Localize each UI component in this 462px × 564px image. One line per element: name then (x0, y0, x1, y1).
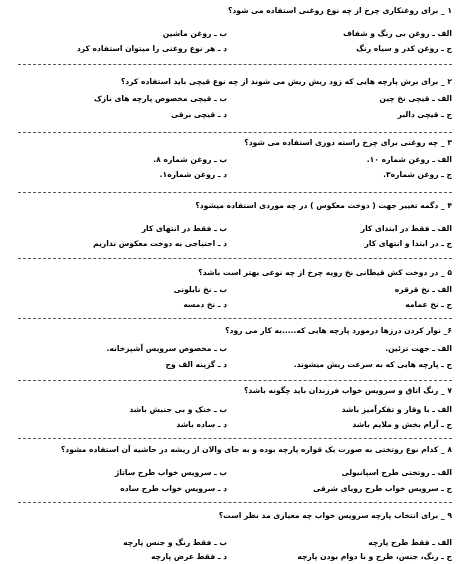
question-2 (18, 64, 452, 133)
question-1 (18, 0, 452, 65)
option-alef: الف ـ قیچی نخ چین (379, 94, 452, 103)
option-dal: د ـ ساده باشد (176, 420, 227, 429)
question-3 (18, 132, 452, 193)
option-dal: د ـ فقط عرض پارچه (151, 552, 227, 561)
question-stem: ۵ _ در دوخت کش قیطانی نخ رویه چرخ از چه نوعی بهتر است باشد؟ (198, 268, 452, 277)
question-7 (18, 380, 452, 439)
question-5 (18, 258, 452, 319)
option-be: ب ـ مخصوص سرویس آشپزخانه. (106, 344, 227, 353)
option-jim: ج ـ در ابتدا و انتهای کار (364, 239, 452, 248)
option-jim: ج ـ روغن کدر و سیاه رنگ (356, 44, 452, 53)
question-4 (18, 192, 452, 259)
question-stem: ۷ _ رنگ اتاق و سرویس خواب فرزندان باید چگونه باشد؟ (243, 386, 452, 395)
option-dal: د ـ روغن شماره۱. (159, 170, 227, 179)
option-jim: ج ـ آرام بخش و ملایم باشد (352, 420, 452, 429)
option-be: ب ـ روغن شماره ۸. (153, 155, 227, 164)
option-jim: ج ـ پارچه هایی که به سرعت ریش میشوند. (293, 360, 452, 369)
question-6 (18, 318, 452, 381)
option-be: ب ـ فقط رنگ و جنس پارچه (123, 538, 227, 547)
option-alef: الف ـ فقط طرح پارچه (368, 538, 452, 547)
question-8 (18, 438, 452, 503)
option-jim: ج ـ قیچی دالبر (397, 110, 452, 119)
question-stem: ۸ _ کدام نوع روتختی به صورت یک قواره پارچه بوده و به جای والان از ریشه در حاشیه آن استفاده مشود؟ (60, 445, 452, 454)
option-alef: الف ـ روتختی طرح اسپانیولی (341, 468, 452, 477)
option-dal: د ـ هر نوع روغنی را میتوان استفاده کرد (76, 44, 227, 53)
option-dal: د ـ نخ دمسه (183, 300, 227, 309)
option-dal: د ـ احتیاجی به دوخت معکوس نداریم (93, 239, 227, 248)
option-jim: ج ـ سرویس خواب طرح رویای شرقی (313, 484, 452, 493)
question-stem: ۴ _ دگمه تغییر جهت ( دوخت معکوس ) در چه موردی استفاده میشود؟ (195, 201, 452, 210)
option-be: ب ـ روغن ماشین (162, 29, 227, 38)
option-alef: الف ـ با وقار و تفکرآمیز باشد (341, 405, 452, 414)
option-alef: الف ـ روغن شماره ۱۰. (366, 155, 452, 164)
option-be: ب ـ خنک و بی جنبش باشد (129, 405, 227, 414)
question-stem: ۲ _ برای برش پارچه هایی که زود ریش ریش می شوند از چه نوع قیچی باید استفاده کرد؟ (120, 77, 452, 86)
option-jim: ج ـ نخ عمامه (405, 300, 452, 309)
option-alef: الف ـ روغن بی رنگ و شفاف (343, 29, 452, 38)
option-alef: الف ـ نخ قرقره (394, 285, 452, 294)
option-be: ب ـ نخ نایلونی (173, 285, 227, 294)
question-stem: ۳ _ چه روغنی برای چرخ راسته دوزی استفاده می شود؟ (244, 138, 452, 147)
option-be: ب ـ سرویس خواب طرح ساتاژ (114, 468, 227, 477)
question-stem: ۹ _ برای انتخاب پارچه سرویس خواب چه معیاری مد نظر است؟ (218, 511, 452, 520)
option-alef: الف ـ جهت تزئین. (385, 344, 452, 353)
question-stem: ۱ _ برای روغنکاری چرخ از چه نوع روغنی استفاده می شود؟ (228, 6, 452, 15)
question-9 (18, 502, 452, 564)
option-alef: الف ـ فقط در ابتدای کار (360, 224, 452, 233)
option-be: ب ـ قیچی مخصوص پارچه های نازک (93, 94, 227, 103)
option-jim: ج ـ روغن شماره۳. (383, 170, 452, 179)
option-jim: ج ـ رنگ، جنس، طرح و با دوام بودن پارچه (297, 552, 452, 561)
option-dal: د ـ قیچی برقی (171, 110, 227, 119)
option-dal: د ـ سرویس خواب طرح ساده (120, 484, 227, 493)
option-dal: د ـ گزینه الف وج (165, 360, 227, 369)
question-stem: ۶_ نوار کردن درزها درمورد پارچه هایی که.....به کار می رود؟ (225, 326, 452, 335)
option-be: ب ـ فقط در انتهای کار (141, 224, 227, 233)
